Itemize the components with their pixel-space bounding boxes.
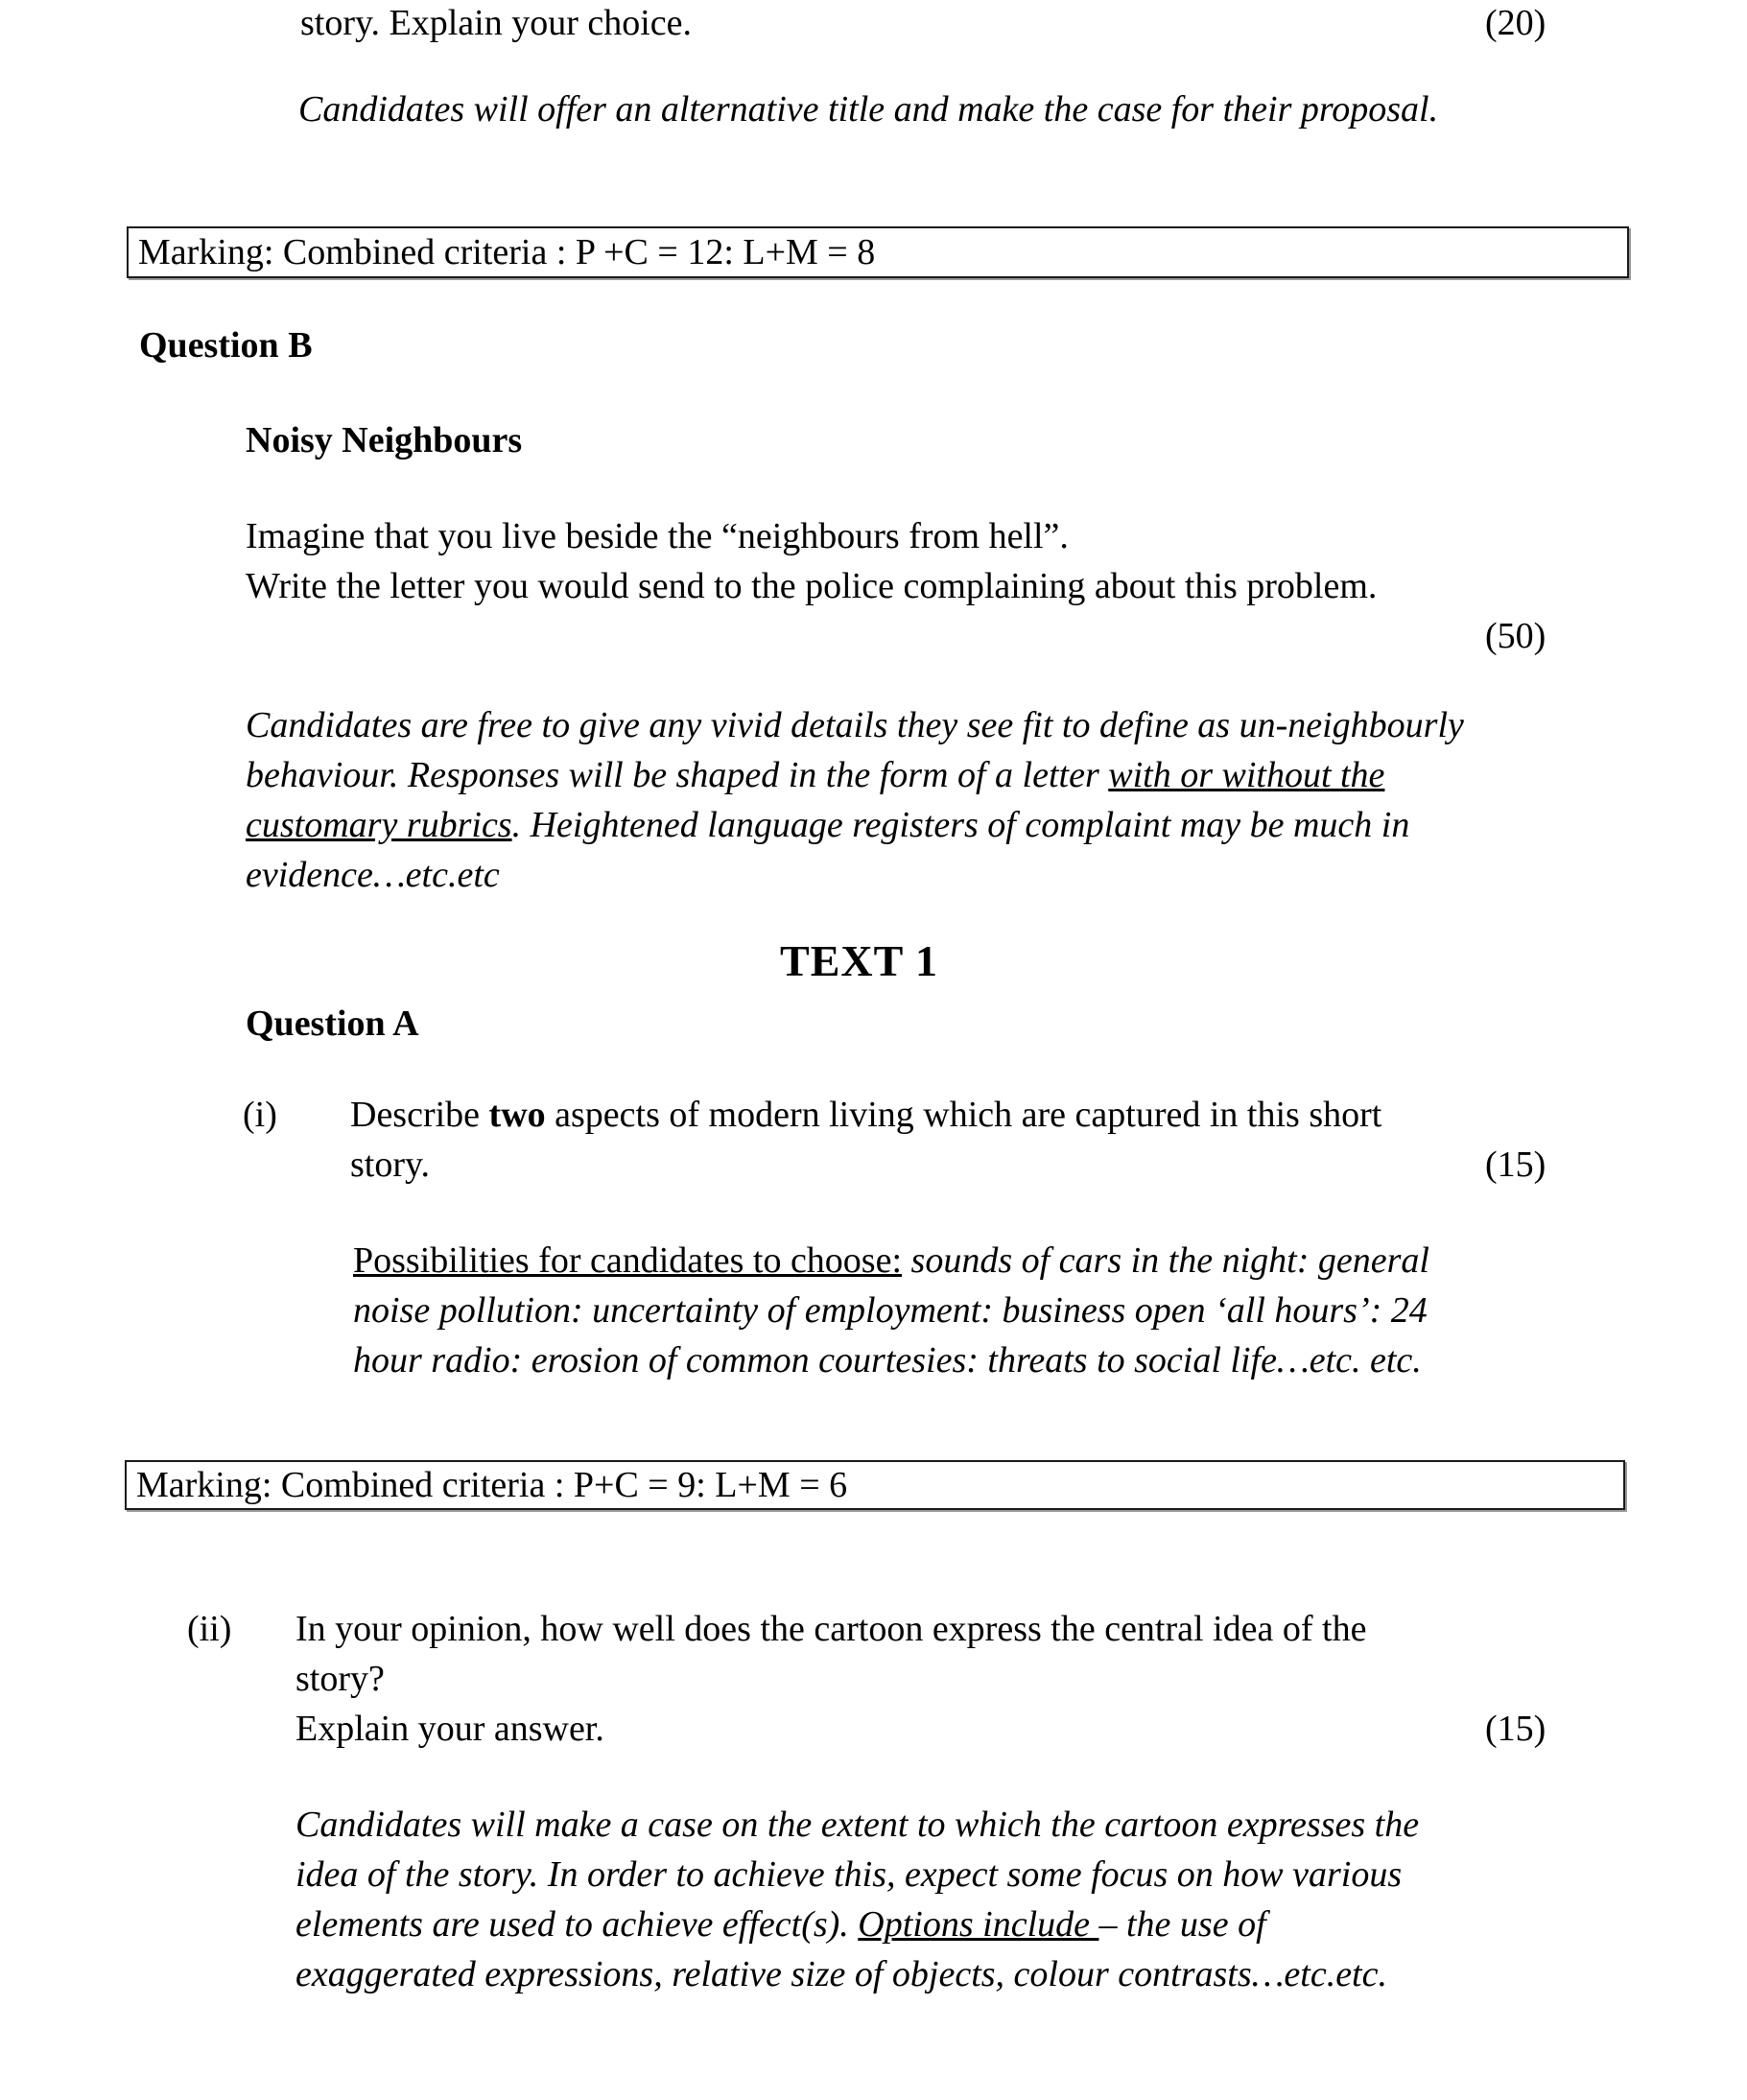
part-i-emphasis-two: two [488,1095,546,1135]
question-b-note-line-2-plain: behaviour. Responses will be shaped in the form of a letter [246,755,1109,795]
question-b-heading: Question B [139,325,313,366]
question-b-note-line-3-plain: . Heightened language registers of complaint may be much in [511,805,1410,845]
part-i-marks: (15) [1485,1144,1546,1185]
part-ii-note-line-3 [295,1899,1266,1949]
part-i-line-1-tail: aspects of modern living which are captured in this short [545,1095,1382,1135]
marking-criteria-box-2-text: Marking: Combined criteria : P+C = 9: L+M = 6 [136,1465,848,1505]
question-a-heading: Question A [246,1003,419,1044]
question-b-note-line-2-underlined: with or without the [1108,755,1385,795]
part-ii-note-line-2: idea of the story. In order to achieve this, expect some focus on how various [295,1854,1403,1895]
marking-criteria-box-2 [125,1460,1625,1510]
part-i-note-line-1-rest: sounds of cars in the night: general [902,1240,1429,1281]
question-b-note-line-3-wrap [246,800,1409,850]
part-ii-line-1: In your opinion, how well does the cartoon express the central idea of the [295,1609,1367,1649]
question-b-marks: (50) [1485,616,1546,656]
part-ii-marker: (ii) [187,1609,232,1649]
part-ii-note-line-3-tail: – the use of [1098,1904,1266,1945]
text-1-heading: TEXT 1 [780,936,938,985]
part-i-marker: (i) [243,1095,277,1135]
part-i-note-underlined-lead: Possibilities for candidates to choose: [353,1240,903,1281]
question-continuation-line: story. Explain your choice. [300,3,693,43]
marks-20: (20) [1485,3,1546,43]
part-i-line-2: story. [350,1144,431,1185]
question-b-note-line-2-wrap [246,750,1384,800]
examiner-note-alternative-title: Candidates will offer an alternative title and make the case for their proposal. [298,89,1439,130]
part-ii-note-line-3-lead: elements are used to achieve effect(s). [295,1904,859,1945]
marking-criteria-box-1-text: Marking: Combined criteria : P +C = 12: L+M = 8 [138,232,876,272]
part-i-note-line-1 [353,1236,1429,1286]
question-b-note-line-4: evidence…etc.etc [246,855,500,895]
part-ii-note-options-include: Options include [858,1904,1099,1945]
part-i-line-1-lead: Describe [350,1095,489,1135]
question-b-prompt-line-1: Imagine that you live beside the “neighbours from hell”. [246,516,1069,556]
question-b-prompt-line-2: Write the letter you would send to the police complaining about this problem. [246,566,1378,606]
part-ii-line-2: story? [295,1659,385,1699]
marking-criteria-box-1 [127,226,1629,278]
question-b-title: Noisy Neighbours [246,420,523,460]
part-ii-note-line-4: exaggerated expressions, relative size of objects, colour contrasts…etc.etc. [295,1954,1387,1994]
part-ii-line-3: Explain your answer. [295,1709,604,1749]
question-b-note-line-3-underlined: customary rubrics [246,805,512,845]
question-b-note-line-1: Candidates are free to give any vivid details they see fit to define as un-neighbourly [246,705,1464,745]
part-ii-marks: (15) [1485,1709,1546,1749]
part-i-note-line-2: noise pollution: uncertainty of employment: business open ‘all hours’: 24 [353,1290,1428,1331]
part-ii-note-line-1: Candidates will make a case on the extent to which the cartoon expresses the [295,1805,1420,1845]
part-i-line-1 [350,1090,1381,1140]
part-i-note-line-3: hour radio: erosion of common courtesies: threats to social life…etc. etc. [353,1340,1422,1380]
